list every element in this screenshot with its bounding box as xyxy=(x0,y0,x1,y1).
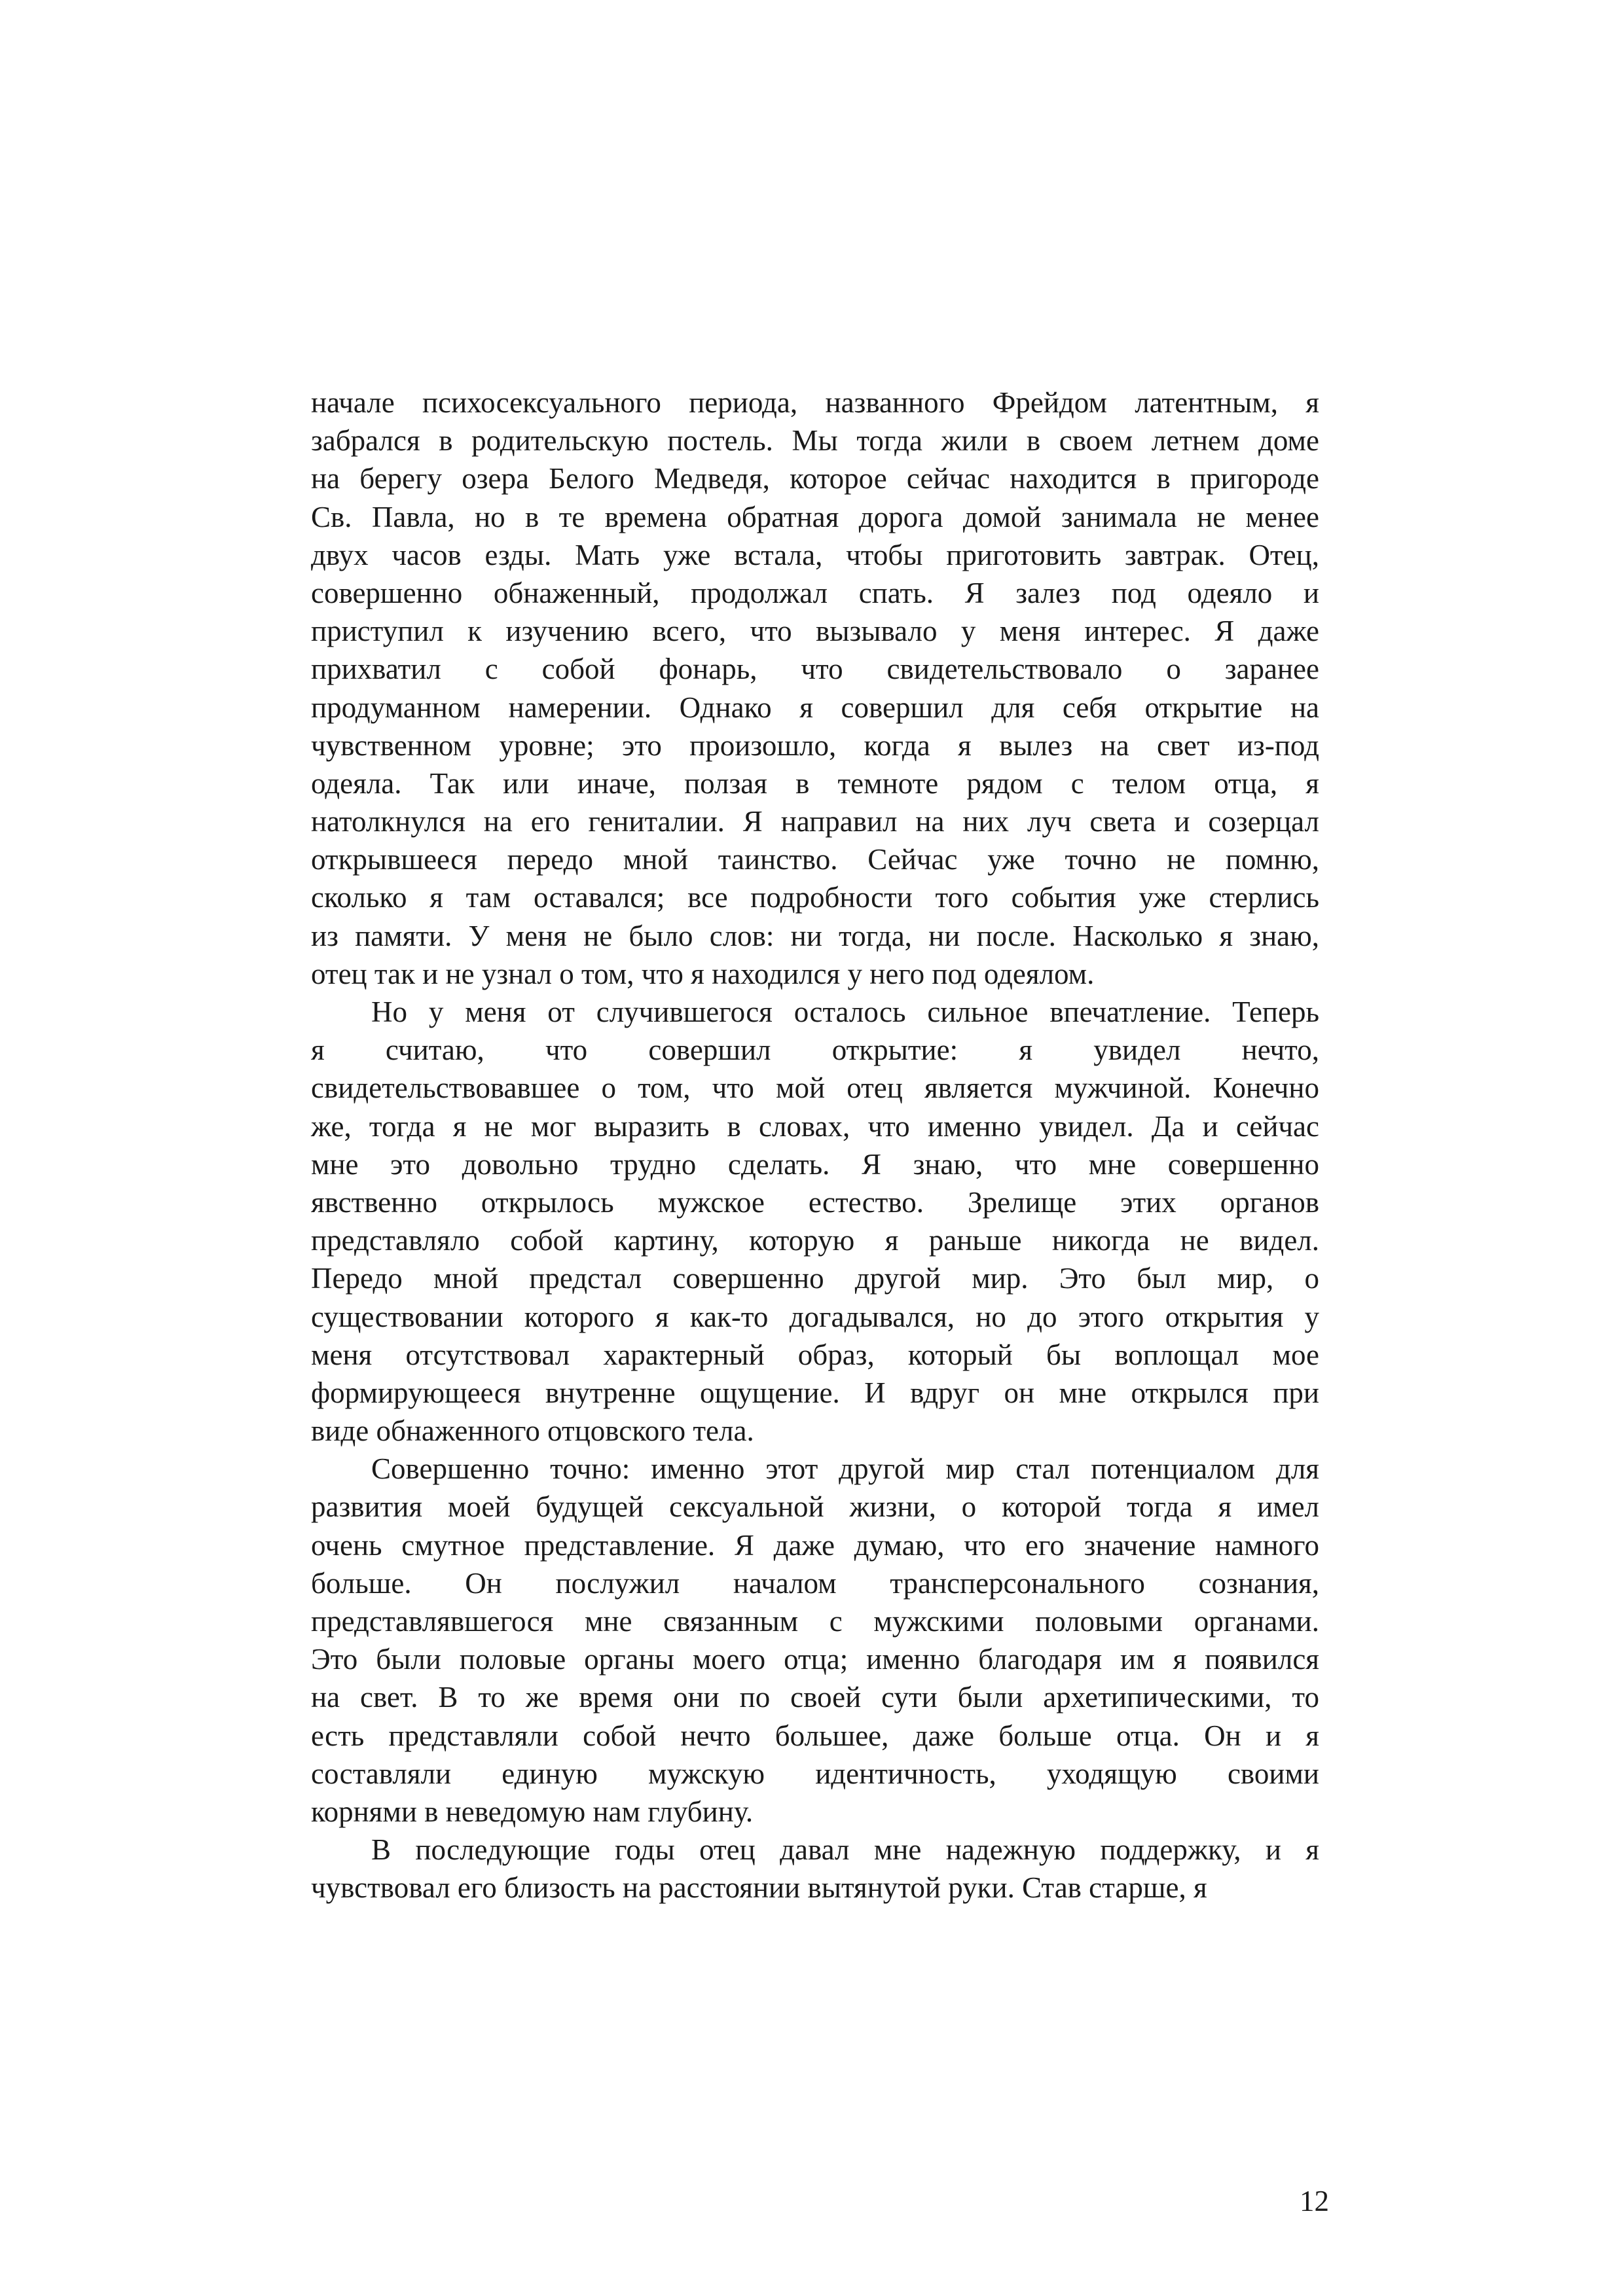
text-line: натолкнулся на его гениталии. Я направил на них луч света и созерцал xyxy=(311,805,1319,838)
text-line: есть представляли собой нечто большее, даже больше отца. Он и я xyxy=(311,1719,1319,1752)
text-line: Св. Павла, но в те времена обратная дорога домой занимала не менее xyxy=(311,500,1319,533)
text-line: продуманном намерении. Однако я совершил для себя открытие на xyxy=(311,691,1319,724)
text-line: представляло собой картину, которую я раньше никогда не видел. xyxy=(311,1224,1319,1257)
text-line: одеяла. Так или иначе, ползая в темноте рядом с телом отца, я xyxy=(311,766,1319,800)
text-line: формирующееся внутренне ощущение. И вдруг он мне открылся при xyxy=(311,1376,1319,1409)
text-line: приступил к изучению всего, что вызывало у меня интерес. Я даже xyxy=(311,615,1319,648)
text-line: меня отсутствовал характерный образ, который бы воплощал мое xyxy=(311,1338,1319,1371)
paragraph xyxy=(311,384,1319,993)
page-number: 12 xyxy=(1300,2185,1329,2217)
text-line: В последующие годы отец давал мне надежную поддержку, и я xyxy=(371,1833,1319,1867)
text-line: явственно открылось мужское естество. Зрелище этих органов xyxy=(311,1185,1319,1219)
text-line: же, тогда я не мог выразить в словах, что именно увидел. Да и сейчас xyxy=(311,1109,1319,1143)
text-line: Это были половые органы моего отца; именно благодаря им я появился xyxy=(311,1643,1319,1676)
text-line: на берегу озера Белого Медведя, которое сейчас находится в пригороде xyxy=(311,462,1319,495)
paragraph xyxy=(311,1450,1319,1831)
text-line: очень смутное представление. Я даже думаю, что его значение намного xyxy=(311,1528,1319,1562)
text-line: виде обнаженного отцовского тела. xyxy=(311,1414,754,1448)
text-line: отец так и не узнал о том, что я находился у него под одеялом. xyxy=(311,957,1095,990)
text-line: Но у меня от случившегося осталось сильное впечатление. Теперь xyxy=(371,996,1319,1028)
text-line: Совершенно точно: именно этот другой мир стал потенциалом для xyxy=(371,1452,1319,1486)
text-line: на свет. В то же время они по своей сути были архетипическими, то xyxy=(311,1681,1319,1714)
text-line: совершенно обнаженный, продолжал спать. Я залез под одеяло и xyxy=(311,576,1319,609)
paragraph xyxy=(311,1831,1319,1907)
text-line: чувствовал его близость на расстоянии вытянутой руки. Став старше, я xyxy=(311,1871,1207,1905)
text-line: двух часов езды. Мать уже встала, чтобы приготовить завтрак. Отец, xyxy=(311,538,1319,571)
text-line: я считаю, что совершил открытие: я увидел нечто, xyxy=(311,1033,1319,1067)
text-line: чувственном уровне; это произошло, когда я вылез на свет из-под xyxy=(311,728,1319,762)
text-line: забрался в родительскую постель. Мы тогда жили в своем летнем доме xyxy=(311,424,1319,457)
text-line: развития моей будущей сексуальной жизни, о которой тогда я имел xyxy=(311,1490,1319,1524)
text-line: Передо мной предстал совершенно другой мир. Это был мир, о xyxy=(311,1262,1319,1295)
text-line: представлявшегося мне связанным с мужскими половыми органами. xyxy=(311,1605,1319,1638)
text-line: свидетельствовавшее о том, что мой отец является мужчиной. Конечно xyxy=(311,1071,1319,1105)
text-line: существовании которого я как-то догадывался, но до этого открытия у xyxy=(311,1300,1319,1333)
text-line: сколько я там оставался; все подробности того события уже стерлись xyxy=(311,881,1319,914)
text-line: открывшееся передо мной таинство. Сейчас уже точно не помню, xyxy=(311,843,1319,876)
text-line: начале психосексуального периода, названного Фрейдом латентным, я xyxy=(311,386,1319,419)
text-line: корнями в неведомую нам глубину. xyxy=(311,1795,754,1828)
text-line: больше. Он послужил началом трансперсонального сознания, xyxy=(311,1566,1319,1600)
body-text xyxy=(311,384,1319,1907)
paragraph xyxy=(311,993,1319,1450)
text-line: мне это довольно трудно сделать. Я знаю, что мне совершенно xyxy=(311,1147,1319,1181)
text-line: из памяти. У меня не было слов: ни тогда, ни после. Насколько я знаю, xyxy=(311,919,1319,952)
text-line: составляли единую мужскую идентичность, уходящую своими xyxy=(311,1757,1319,1790)
text-line: прихватил с собой фонарь, что свидетельствовало о заранее xyxy=(311,653,1319,686)
